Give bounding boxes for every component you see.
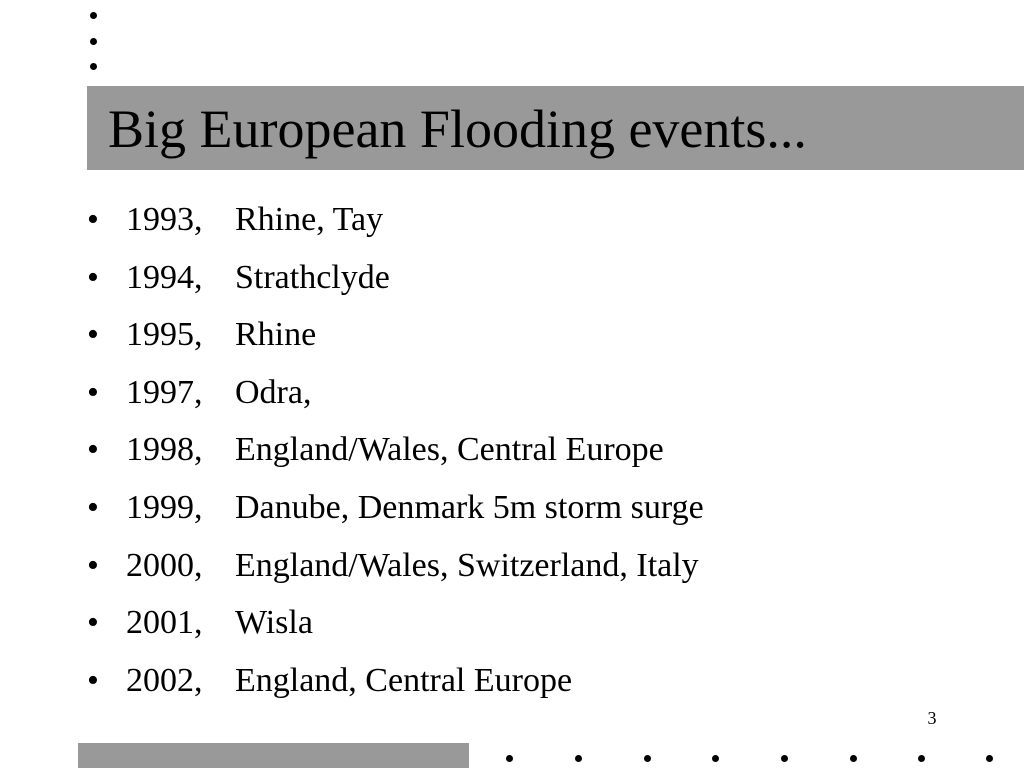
event-location: England/Wales, Central Europe <box>235 431 664 469</box>
decorative-dot <box>986 755 993 762</box>
event-year: 1993, <box>126 201 203 238</box>
event-location: Rhine, Tay <box>235 201 384 238</box>
event-year: 1997, <box>126 373 203 411</box>
event-location: England/Wales, Switzerland, Italy <box>235 546 699 584</box>
event-location: Rhine <box>235 316 317 354</box>
event-year: 1999, <box>126 488 203 526</box>
decorative-dot <box>781 755 788 762</box>
event-location: Wisla <box>235 604 313 642</box>
decorative-dot <box>850 755 857 762</box>
event-year: 1995, <box>126 316 203 354</box>
bullet-icon: • <box>87 373 99 411</box>
slide-title: Big European Flooding events... <box>108 99 807 159</box>
event-location: Odra, <box>235 373 312 411</box>
event-location: England, Central Europe <box>235 661 573 699</box>
decorative-dot <box>644 755 651 762</box>
bullet-icon: • <box>87 546 99 584</box>
bullet-icon: • <box>87 488 99 526</box>
decorative-dot <box>918 755 925 762</box>
event-year: 2000, <box>126 546 203 584</box>
bullet-icon: • <box>87 431 99 469</box>
page-number: 3 <box>927 708 937 728</box>
event-year: 2002, <box>126 661 203 699</box>
event-location: Strathclyde <box>235 258 390 296</box>
event-year: 1998, <box>126 431 203 469</box>
decorative-dot <box>712 755 719 762</box>
decorative-dot <box>506 755 513 762</box>
title-bar <box>87 86 1024 170</box>
event-location: Danube, Denmark 5m storm surge <box>235 488 704 526</box>
decorative-dot <box>90 12 97 19</box>
bullet-icon: • <box>87 258 99 296</box>
footer-bar <box>78 743 469 768</box>
decorative-dot <box>575 755 582 762</box>
decorative-dot <box>90 38 97 45</box>
bullet-icon: • <box>87 201 99 238</box>
bullet-icon: • <box>87 316 99 354</box>
decorative-dot <box>90 63 97 70</box>
event-year: 1994, <box>126 258 203 296</box>
event-year: 2001, <box>126 604 203 642</box>
bullet-icon: • <box>87 604 99 642</box>
bullet-icon: • <box>87 661 99 699</box>
